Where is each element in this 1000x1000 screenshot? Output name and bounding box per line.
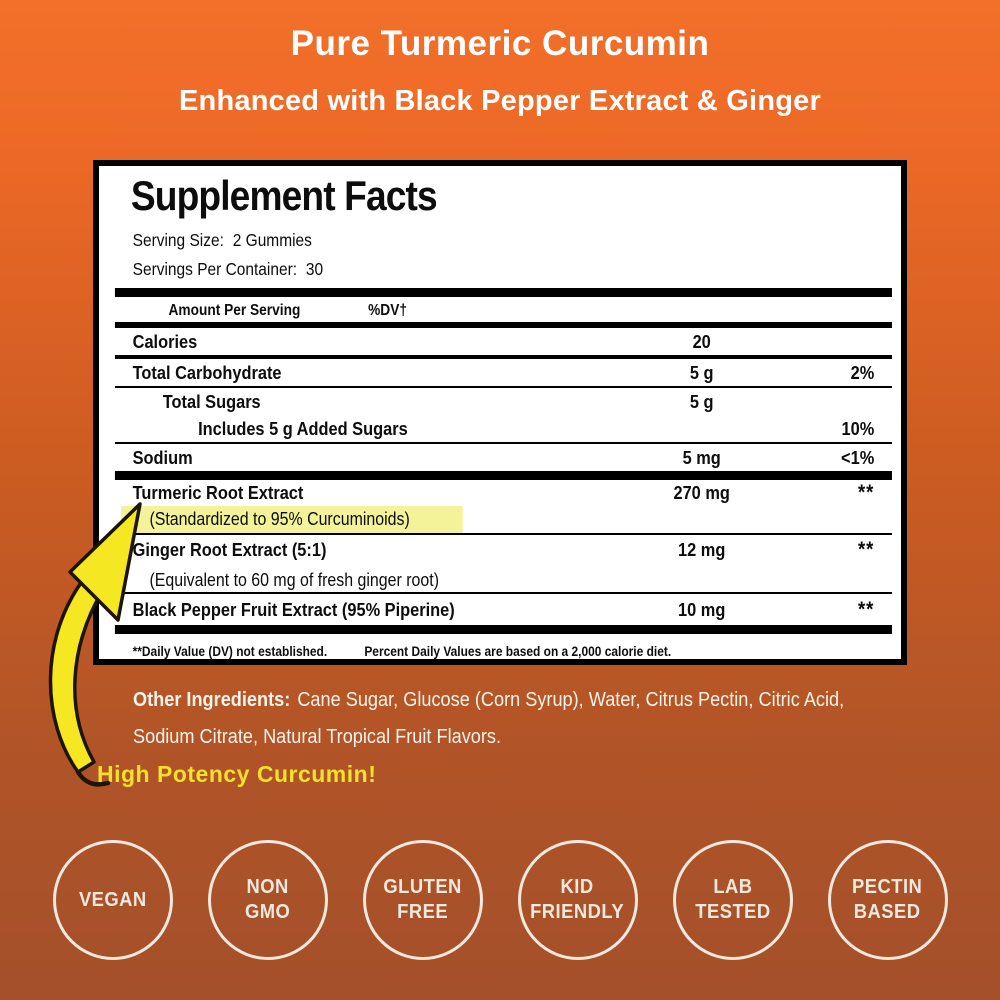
- supplement-facts-panel: [93, 160, 907, 665]
- product-subtitle: Enhanced with Black Pepper Extract & Ginger: [179, 85, 821, 117]
- table-header-row: [133, 299, 875, 322]
- nutrient-row-calories: Calories 20: [132, 330, 711, 352]
- servings-value: 30: [305, 259, 324, 279]
- divider-thick: [115, 471, 892, 480]
- badge-kid-friendly: KID FRIENDLY: [518, 840, 638, 960]
- badge-pectin-based: PECTIN BASED: [828, 840, 948, 960]
- footnote: [133, 644, 875, 660]
- column-percent-dv: %DV†: [368, 301, 407, 319]
- supplement-facts-content: [99, 166, 901, 660]
- badge-non-gmo: NON GMO: [208, 840, 328, 960]
- footnote-dv-not-established: **Daily Value (DV) not established.: [132, 644, 328, 659]
- servings-label: Servings Per Container:: [132, 259, 298, 279]
- divider-thick: [115, 625, 892, 634]
- badge-lab-tested: LAB TESTED: [673, 840, 793, 960]
- divider-thick: [115, 288, 892, 297]
- curved-arrow-icon: [28, 490, 178, 790]
- other-ingredients: [133, 681, 894, 755]
- turmeric-standardization-note: [149, 506, 874, 533]
- nutrient-row-added-sugars: Includes 5 g Added Sugars 10%: [198, 417, 875, 439]
- nutrient-row-total-sugars: Total Sugars 5 g: [162, 390, 714, 412]
- other-ingredients-line2: Sodium Citrate, Natural Tropical Fruit Flavors.: [133, 725, 502, 748]
- high-potency-callout: High Potency Curcumin!: [97, 761, 377, 787]
- supplement-facts-title: Supplement Facts: [130, 172, 437, 219]
- ginger-equivalence-note: (Equivalent to 60 mg of fresh ginger root): [149, 569, 440, 590]
- nutrient-row-turmeric: Turmeric Root Extract 270 mg **: [132, 481, 875, 504]
- servings-per-container-line: [133, 255, 875, 284]
- serving-size-line: [133, 226, 875, 255]
- nutrient-row-total-carbohydrate: Total Carbohydrate 5 g 2%: [132, 361, 875, 383]
- feature-badges: [0, 840, 1000, 960]
- column-amount-per-serving: Amount Per Serving: [168, 301, 301, 319]
- serving-size-label: Serving Size:: [132, 230, 224, 250]
- nutrient-row-sodium: Sodium 5 mg <1%: [132, 446, 875, 468]
- other-ingredients-line1: Cane Sugar, Glucose (Corn Syrup), Water, Citrus Pectin, Citric Acid,: [297, 688, 845, 711]
- highlighted-text: (Standardized to 95% Curcuminoids): [121, 506, 463, 533]
- other-ingredients-label: Other Ingredients:: [133, 688, 291, 711]
- nutrient-row-ginger: Ginger Root Extract (5:1) 12 mg **: [132, 537, 875, 561]
- product-title: Pure Turmeric Curcumin: [290, 24, 710, 63]
- footnote-calorie-diet: Percent Daily Values are based on a 2,000 calorie diet.: [364, 644, 672, 659]
- badge-gluten-free: GLUTEN FREE: [363, 840, 483, 960]
- nutrient-row-black-pepper: Black Pepper Fruit Extract (95% Piperine) 10 mg **: [132, 597, 875, 621]
- badge-vegan: VEGAN: [53, 840, 173, 960]
- serving-size-value: 2 Gummies: [232, 230, 312, 250]
